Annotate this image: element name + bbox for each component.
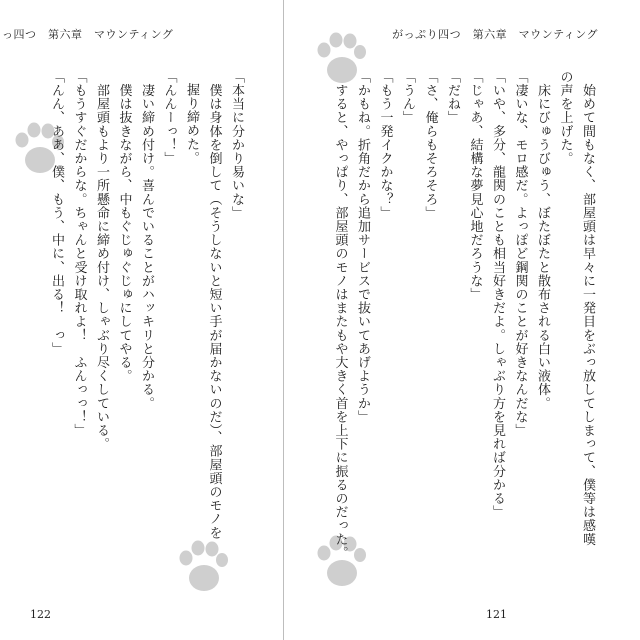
text-line: の声を上げた。: [557, 70, 573, 166]
running-header: っ四つ 第六章 マウンティング: [2, 28, 174, 41]
left-page: [0, 0, 283, 640]
text-line: 「もう一発イクかな？」: [377, 70, 393, 220]
text-line: 握り締めた。: [184, 83, 199, 165]
body-text-column: [328, 70, 598, 590]
page-number: 122: [30, 608, 51, 621]
text-line: 「じゃあ、結構な夢見心地だろうな」: [467, 70, 483, 302]
text-line: 「いや、多分、龍関のことも相当好きだよ。しゃぶり方を見れば分かる」: [490, 70, 505, 519]
text-line: 「さ、俺らもそろそろ」: [422, 70, 438, 220]
right-page: [284, 0, 640, 640]
text-line: すると、やっぱり、部屋頭のモノはまたもや大きく首を上下に振るのだった。: [332, 70, 348, 560]
text-line: 床にびゅうびゅう、ぼたぼたと散布される白い液体。: [535, 70, 550, 410]
text-line: 「うん」: [400, 70, 415, 125]
text-line: 「んんーっ！」: [161, 70, 177, 166]
text-line: 僕は抜きながら、中もぐじゅぐじゅにしてやる。: [116, 70, 132, 383]
page-number: 121: [486, 608, 507, 621]
text-line: 「本当に分かり易いな」: [229, 70, 244, 220]
text-line: 「だね」: [445, 70, 460, 125]
body-text-column: [45, 70, 248, 590]
text-line: 部屋頭もより一所懸命に締め付け、しゃぶり尽くしている。: [94, 70, 109, 451]
text-line: 凄い締め付け。喜んでいることがハッキリと分かる。: [139, 70, 154, 410]
text-line: 「もうすぐだからな。ちゃんと受け取れよ！ ふんっっ！」: [71, 70, 87, 438]
text-line: 僕は身体を倒して（そうしないと短い手が届かないのだ）、部屋頭のモノを: [206, 70, 222, 540]
running-header: がっぷり四つ 第六章 マウンティング: [392, 28, 598, 41]
text-line: 「んん、ああ、僕、もう、中に、出る！ っ」: [49, 70, 64, 356]
text-line: 「かもね。折角だから追加サービスで抜いてあげようか」: [355, 70, 370, 424]
text-line: 「凄いな、モロ感だ。よっぽど鋼関のことが好きなんだな」: [512, 70, 528, 438]
text-line: 始めて間もなく、部屋頭は早々に一発目をぶっ放してしまって、僕等は感嘆: [580, 70, 595, 546]
